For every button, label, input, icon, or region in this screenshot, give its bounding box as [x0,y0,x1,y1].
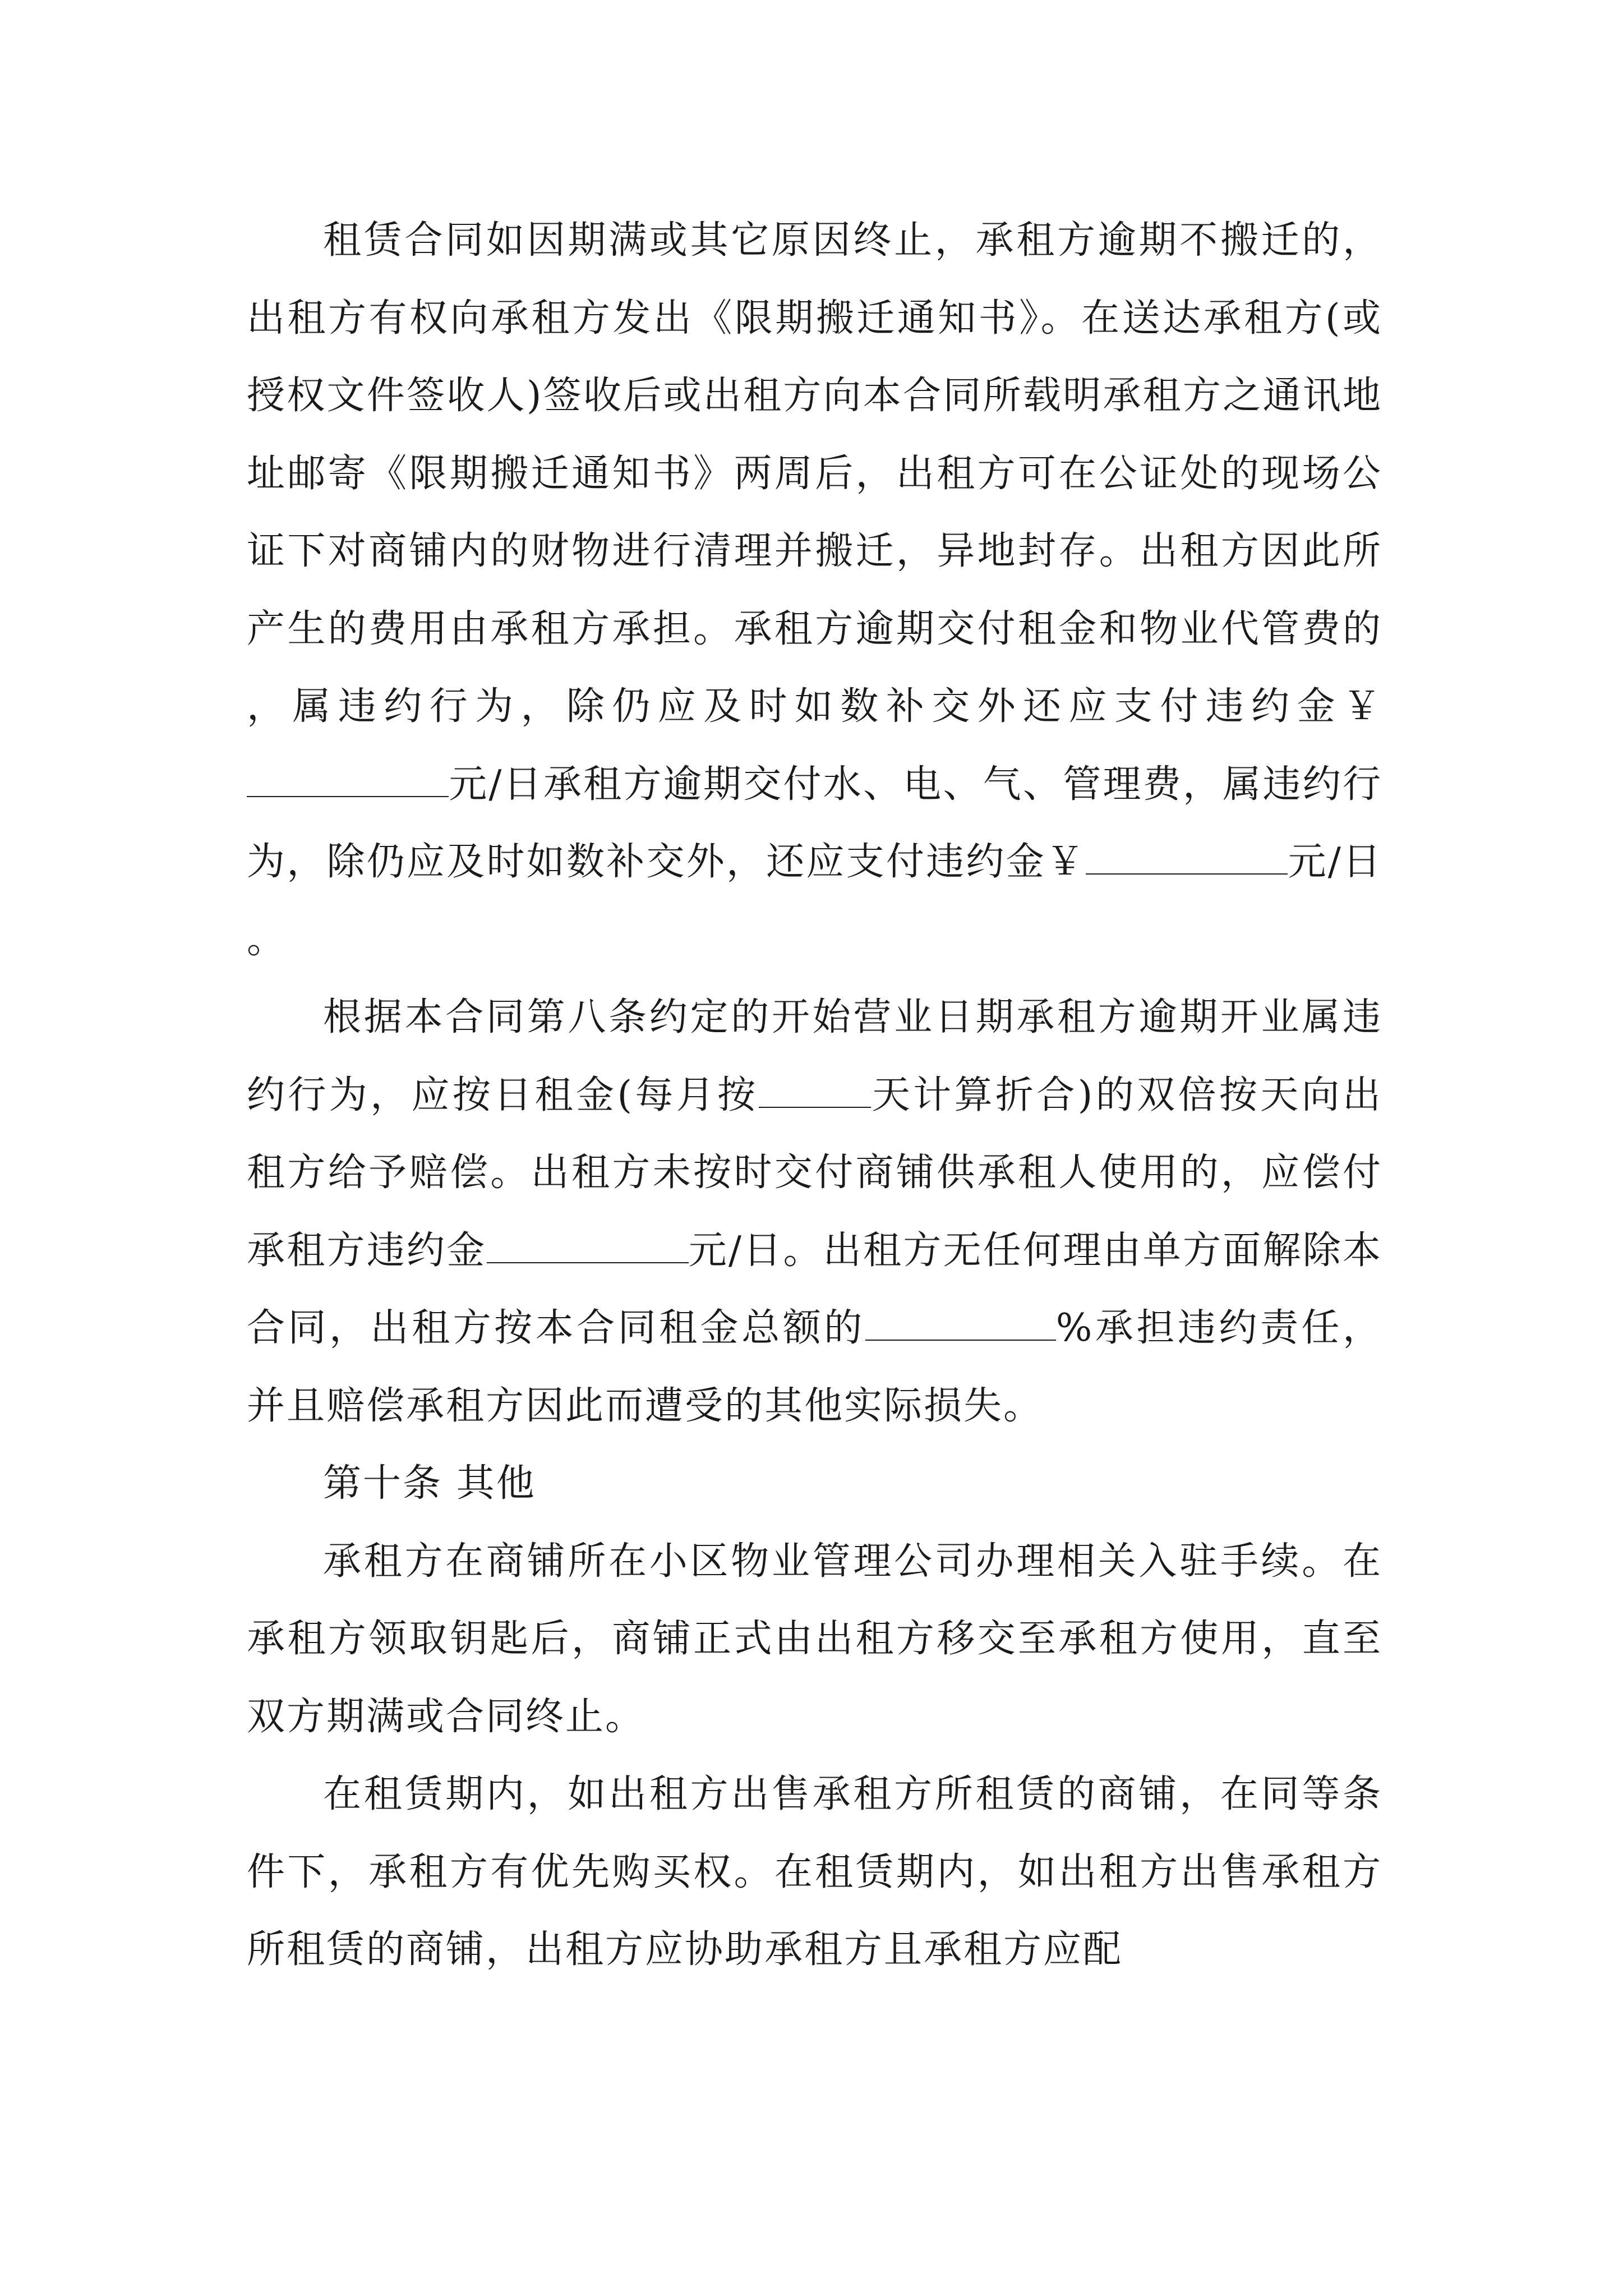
paragraph-late-opening-penalty [247,979,1382,1445]
text-segment: 租赁合同如因期满或其它原因终止，承租方逾期不搬迁的，出租方有权向承租方发出《限期搬迁通知书》。在送达承租方(或授权文件签收人)签收后或出租方向本合同所载明承租方之通讯地址邮寄《限期搬迁通知书》两周后，出租方可在公证处的现场公证下对商铺内的财物进行清理并搬迁，异地封存。出租方因此所产生的费用由承租方承担。承租方逾期交付租金和物业代管费的，属违约行为，除仍应及时如数补交外还应支付违约金￥ [247,218,1382,729]
fill-in-blank [247,760,449,797]
document-body [247,202,1382,1989]
fill-in-blank [1086,837,1288,875]
text-segment: 元/日。出租方无任何理由单方面解除本合同，出租方按本合同租金总额的 [247,1228,1382,1350]
fill-in-blank [487,1226,689,1263]
text-segment: 根据本合同第八条约定的开始营业日期承租方逾期开业属违约行为，应按日租金(每月按 [247,995,1382,1117]
paragraph-termination-penalty [247,202,1382,979]
paragraph-preemptive-purchase-right: 在租赁期内，如出租方出售承租方所租赁的商铺，在同等条件下，承租方有优先购买权。在租赁期内，如出租方出售承租方所租赁的商铺，出租方应协助承租方且承租方应配 [247,1772,1382,1972]
text-segment: 天计算折合)的双倍按天向出租方给予赔偿。出租方未按时交付商铺供承租人使用的，应偿付承租方违约金 [247,1073,1382,1273]
fill-in-blank [759,1070,871,1108]
text-segment: 元/日。 [247,840,1382,962]
fill-in-blank [865,1303,1056,1341]
text-segment: 元/日承租方逾期交付水、电、气、管理费，属违约行为，除仍应及时如数补交外，还应支付违约金￥ [247,762,1382,884]
text-segment: %承担违约责任，并且赔偿承租方因此而遭受的其他实际损失。 [247,1306,1382,1428]
paragraph-move-in-procedures: 承租方在商铺所在小区物业管理公司办理相关入驻手续。在承租方领取钥匙后，商铺正式由出租方移交至承租方使用，直至双方期满或合同终止。 [247,1539,1382,1739]
section-heading: 第十条 其他 [323,1461,536,1506]
